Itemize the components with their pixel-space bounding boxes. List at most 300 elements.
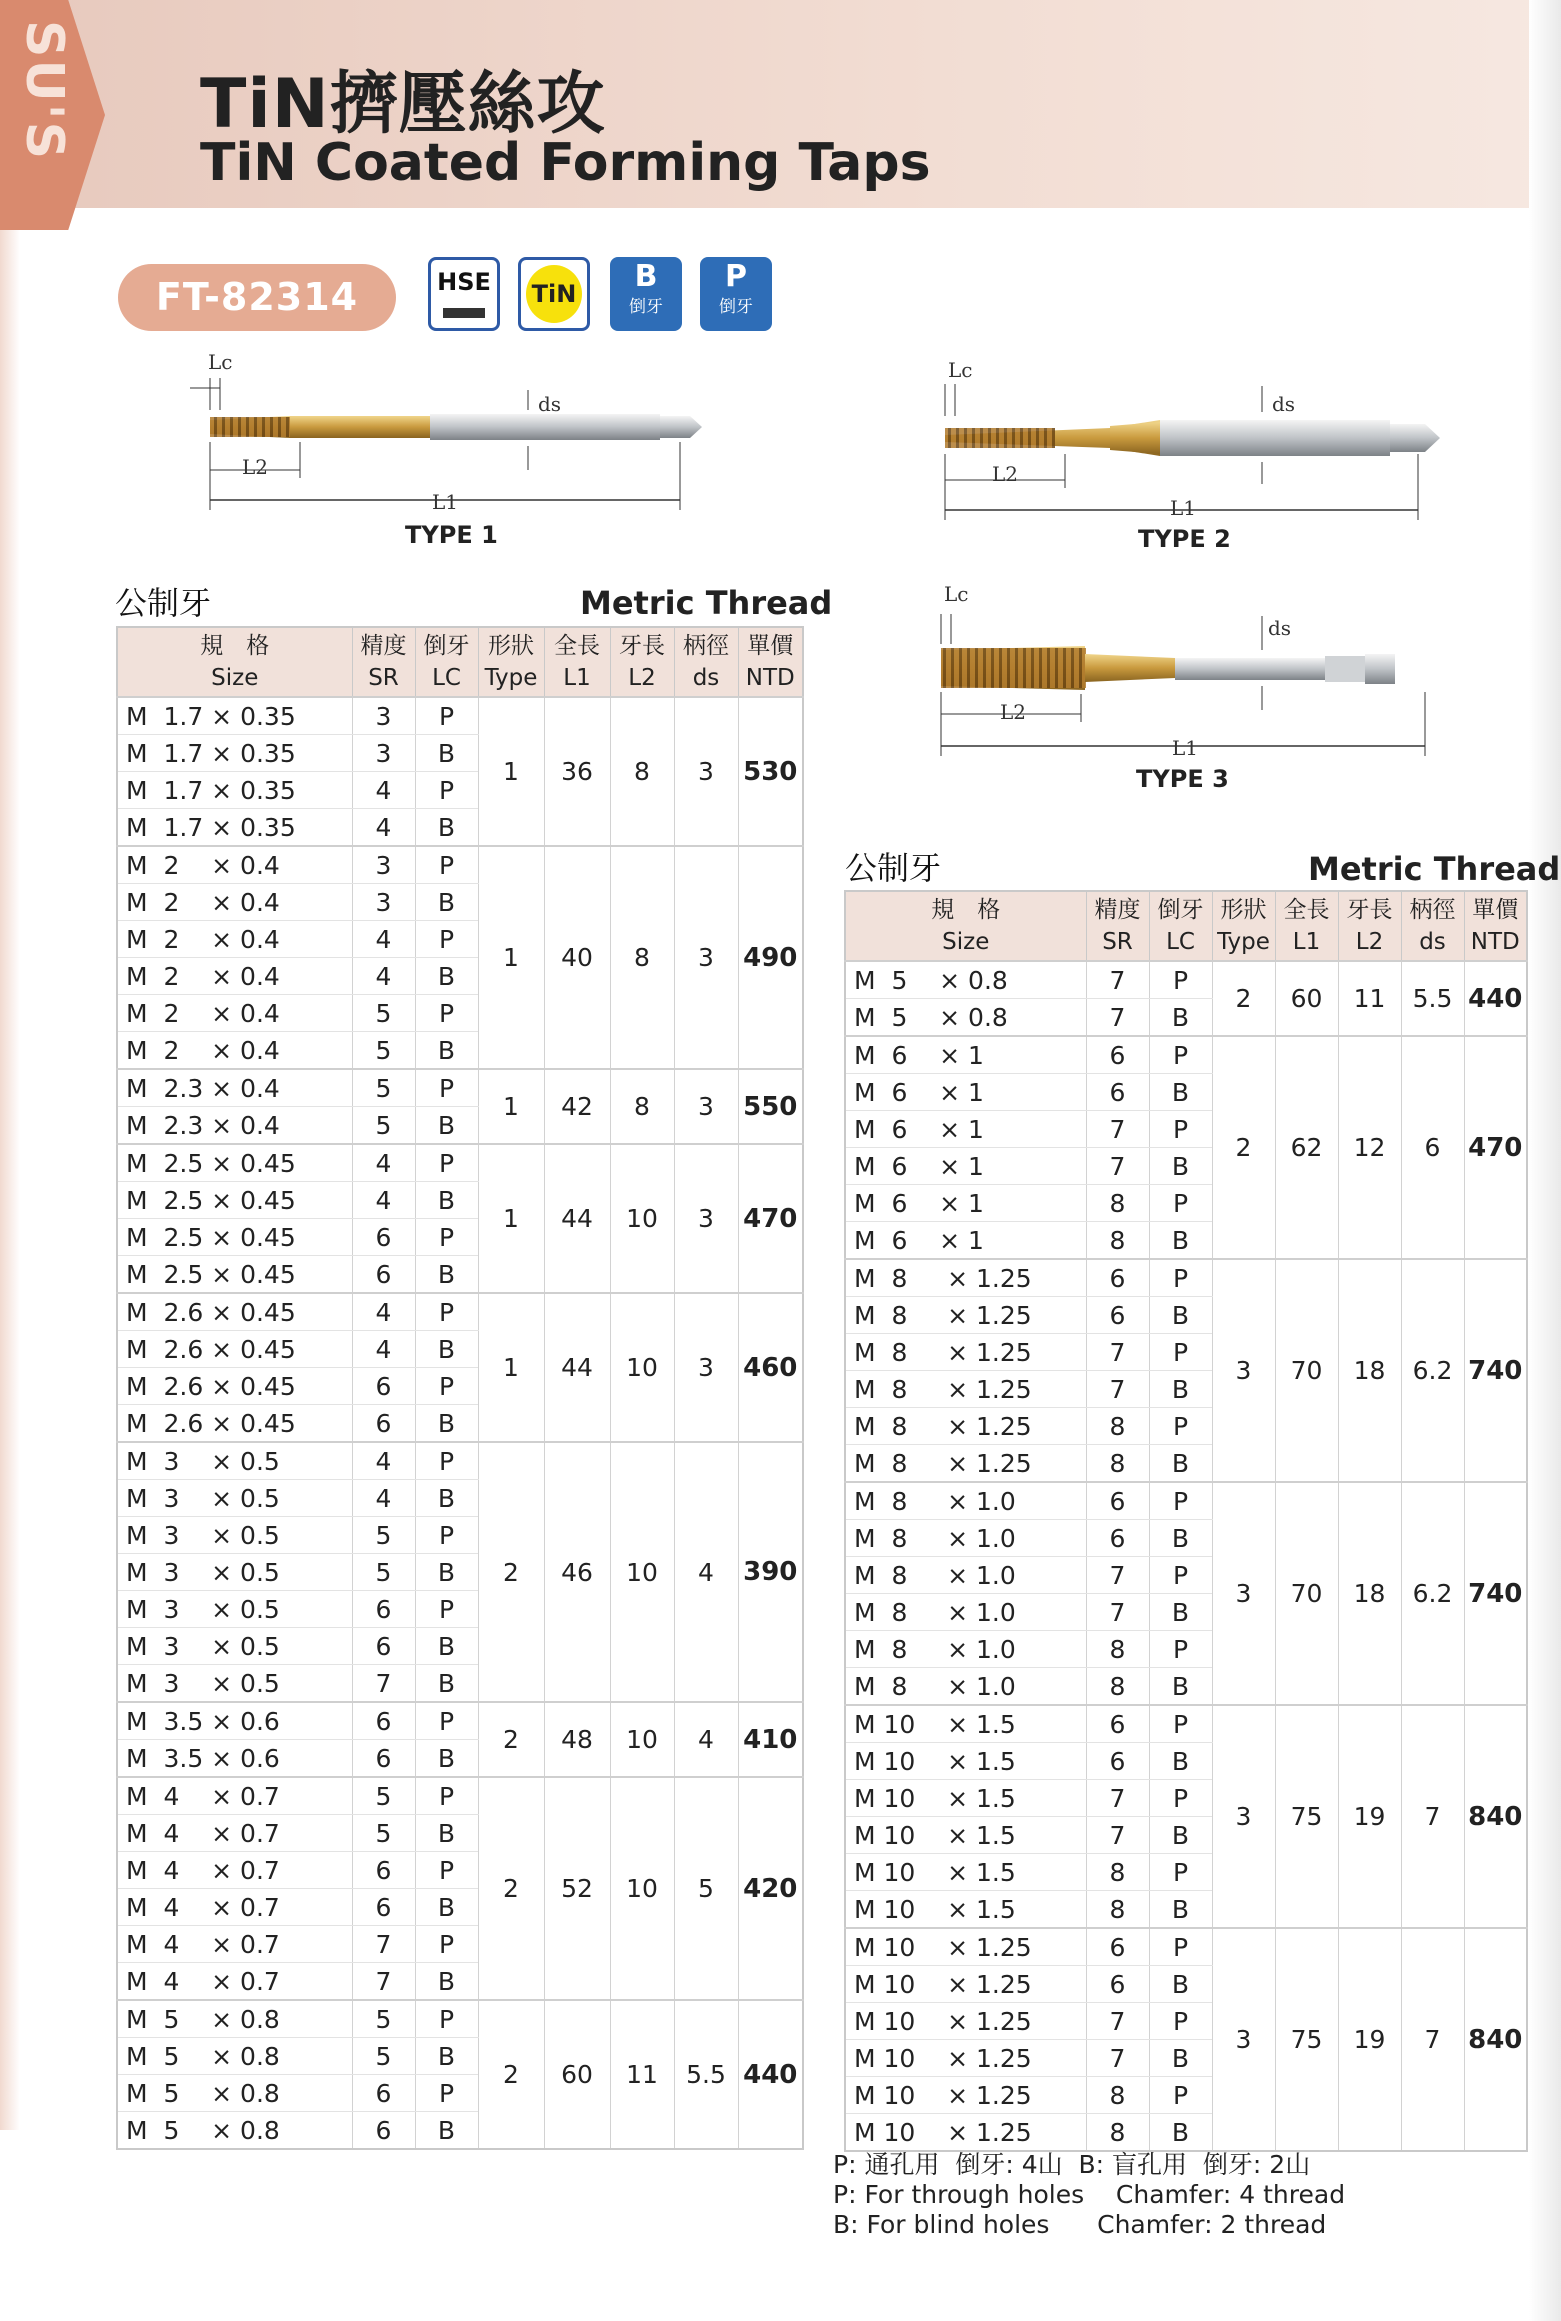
lc-cell: B	[415, 1032, 478, 1070]
lc-cell: P	[415, 1144, 478, 1182]
l1-cell: 52	[544, 1777, 610, 2000]
lc-cell: P	[1149, 1631, 1212, 1668]
size-cell: M 2 × 0.4	[117, 1032, 352, 1070]
sr-cell: 6	[352, 1405, 415, 1443]
ds-cell: 7	[1401, 1928, 1464, 2151]
page-edge-left	[0, 230, 20, 2130]
ds-cell: 3	[674, 697, 738, 846]
ds-cell: 4	[674, 1442, 738, 1702]
lc-cell: B	[1149, 999, 1212, 1037]
column-header-en: LC	[432, 665, 461, 691]
size-cell: M 10 × 1.25	[845, 2114, 1086, 2152]
size-cell: M 6 × 1	[845, 1222, 1086, 1260]
lc-cell: B	[415, 1963, 478, 2001]
column-header	[1401, 891, 1464, 961]
column-header	[1086, 891, 1149, 961]
type-cell: 2	[478, 2000, 544, 2149]
size-cell: M 8 × 1.25	[845, 1334, 1086, 1371]
column-header	[610, 627, 674, 697]
page-title-zh: TiN擠壓絲攻	[200, 65, 606, 144]
size-cell: M 8 × 1.25	[845, 1371, 1086, 1408]
size-cell: M 5 × 0.8	[117, 2000, 352, 2038]
lc-cell: B	[1149, 1743, 1212, 1780]
sr-cell: 8	[1086, 2077, 1149, 2114]
sr-cell: 6	[352, 1591, 415, 1628]
l2-cell: 10	[610, 1442, 674, 1702]
sr-cell: 6	[352, 2075, 415, 2112]
sr-cell: 8	[1086, 1408, 1149, 1445]
sr-cell: 5	[352, 995, 415, 1032]
price-cell: 440	[738, 2000, 803, 2149]
column-header-zh: 倒牙	[1157, 897, 1204, 923]
lc-cell: P	[1149, 1482, 1212, 1520]
size-cell: M 4 × 0.7	[117, 1852, 352, 1889]
size-cell: M 10 × 1.25	[845, 1966, 1086, 2003]
size-cell: M 4 × 0.7	[117, 1889, 352, 1926]
table-row	[117, 1144, 803, 1182]
size-cell: M 1.7 × 0.35	[117, 735, 352, 772]
page-edge-right	[1529, 0, 1561, 2321]
size-cell: M 1.7 × 0.35	[117, 809, 352, 847]
sr-cell: 7	[1086, 1371, 1149, 1408]
ds-cell: 3	[674, 1144, 738, 1293]
size-cell: M 10 × 1.25	[845, 2077, 1086, 2114]
lc-cell: P	[415, 1368, 478, 1405]
column-header-zh: 單價	[1472, 897, 1519, 923]
sr-cell: 6	[1086, 1036, 1149, 1074]
l1-cell: 42	[544, 1069, 610, 1144]
table-row	[117, 1777, 803, 1815]
lc-cell: B	[1149, 1445, 1212, 1483]
lc-cell: B	[1149, 1297, 1212, 1334]
sr-cell: 6	[1086, 1074, 1149, 1111]
ds-cell: 4	[674, 1702, 738, 1777]
left-section-title-en: Metric Thread	[580, 584, 833, 622]
price-cell: 420	[738, 1777, 803, 2000]
type-cell: 3	[1212, 1259, 1275, 1482]
lc-cell: P	[1149, 1557, 1212, 1594]
column-header	[117, 627, 352, 697]
lc-cell: P	[1149, 1854, 1212, 1891]
l1-cell: 70	[1275, 1259, 1338, 1482]
sr-cell: 7	[352, 1926, 415, 1963]
type-cell: 2	[478, 1777, 544, 2000]
lc-cell: P	[415, 1777, 478, 1815]
ds-cell: 3	[674, 1069, 738, 1144]
size-cell: M 8 × 1.0	[845, 1631, 1086, 1668]
sr-cell: 6	[352, 1219, 415, 1256]
size-cell: M 8 × 1.25	[845, 1259, 1086, 1297]
sr-cell: 6	[352, 1628, 415, 1665]
table-row	[117, 1702, 803, 1740]
sr-cell: 6	[1086, 1966, 1149, 2003]
type-cell: 1	[478, 1069, 544, 1144]
l2-cell: 8	[610, 697, 674, 846]
size-cell: M 8 × 1.25	[845, 1445, 1086, 1483]
sr-cell: 4	[352, 1144, 415, 1182]
l2-cell: 8	[610, 1069, 674, 1144]
size-cell: M 2 × 0.4	[117, 921, 352, 958]
lc-cell: P	[1149, 2003, 1212, 2040]
table-row	[845, 1928, 1527, 1966]
column-header	[544, 627, 610, 697]
l2-cell: 11	[610, 2000, 674, 2149]
size-cell: M 10 × 1.5	[845, 1705, 1086, 1743]
note-line: P: 通孔用 倒牙: 4山 B: 盲孔用 倒牙: 2山	[833, 2150, 1311, 2179]
sr-cell: 5	[352, 1032, 415, 1070]
size-cell: M 2.3 × 0.4	[117, 1107, 352, 1145]
price-cell: 740	[1464, 1259, 1527, 1482]
sr-cell: 6	[352, 1852, 415, 1889]
size-cell: M 8 × 1.0	[845, 1482, 1086, 1520]
lc-cell: B	[415, 2112, 478, 2150]
size-cell: M 3 × 0.5	[117, 1591, 352, 1628]
lc-cell: B	[415, 1331, 478, 1368]
column-header	[352, 627, 415, 697]
size-cell: M 2.6 × 0.45	[117, 1368, 352, 1405]
size-cell: M 10 × 1.5	[845, 1817, 1086, 1854]
sr-cell: 7	[1086, 1111, 1149, 1148]
l2-cell: 18	[1338, 1482, 1401, 1705]
size-cell: M 8 × 1.25	[845, 1297, 1086, 1334]
size-cell: M 10 × 1.25	[845, 1928, 1086, 1966]
lc-cell: B	[1149, 1074, 1212, 1111]
size-cell: M 2.6 × 0.45	[117, 1331, 352, 1368]
sr-cell: 6	[1086, 1928, 1149, 1966]
right-section-title-zh: 公制牙	[845, 849, 942, 887]
size-cell: M 8 × 1.0	[845, 1557, 1086, 1594]
size-cell: M 6 × 1	[845, 1036, 1086, 1074]
lc-cell: B	[415, 1815, 478, 1852]
lc-cell: B	[415, 1554, 478, 1591]
size-cell: M 2 × 0.4	[117, 846, 352, 884]
type-cell: 3	[1212, 1482, 1275, 1705]
lc-cell: P	[415, 995, 478, 1032]
type-cell: 2	[1212, 1036, 1275, 1259]
lc-cell: B	[415, 1480, 478, 1517]
type1-l1-label: L1	[432, 490, 459, 514]
price-cell: 740	[1464, 1482, 1527, 1705]
sr-cell: 6	[1086, 1520, 1149, 1557]
ds-cell: 5	[674, 1777, 738, 2000]
tin-coating-icon: TiN	[518, 257, 590, 331]
sr-cell: 3	[352, 735, 415, 772]
table-row	[117, 1069, 803, 1107]
size-cell: M 2 × 0.4	[117, 958, 352, 995]
size-cell: M 1.7 × 0.35	[117, 697, 352, 735]
lc-cell: P	[1149, 1705, 1212, 1743]
l2-cell: 10	[610, 1144, 674, 1293]
type2-ds-label: ds	[1272, 392, 1296, 416]
table-row	[845, 961, 1527, 999]
column-header-zh: 牙長	[619, 633, 665, 659]
column-header-en: ds	[692, 665, 720, 691]
size-cell: M 10 × 1.25	[845, 2003, 1086, 2040]
size-cell: M 8 × 1.0	[845, 1594, 1086, 1631]
sr-cell: 4	[352, 1442, 415, 1480]
lc-cell: B	[415, 1740, 478, 1778]
lc-cell: B	[415, 1889, 478, 1926]
sr-cell: 6	[352, 1740, 415, 1778]
sr-cell: 4	[352, 1293, 415, 1331]
size-cell: M 6 × 1	[845, 1111, 1086, 1148]
column-header-zh: 倒牙	[423, 633, 470, 659]
column-header	[845, 891, 1086, 961]
l1-cell: 70	[1275, 1482, 1338, 1705]
type2-tap-drawing	[940, 380, 1460, 530]
lc-cell: P	[415, 2000, 478, 2038]
note-line: P: For through holes Chamfer: 4 thread	[833, 2180, 1346, 2209]
l2-cell: 19	[1338, 1928, 1401, 2151]
sr-cell: 4	[352, 809, 415, 847]
table-row	[845, 1705, 1527, 1743]
size-cell: M 4 × 0.7	[117, 1777, 352, 1815]
lc-cell: P	[415, 1442, 478, 1480]
sr-cell: 4	[352, 921, 415, 958]
hse-icon: HSE	[428, 257, 500, 331]
type-cell: 1	[478, 697, 544, 846]
column-header-en: Type	[484, 665, 538, 691]
sr-cell: 6	[1086, 1297, 1149, 1334]
sr-cell: 7	[352, 1665, 415, 1703]
lc-cell: P	[1149, 1334, 1212, 1371]
lc-cell: P	[415, 1702, 478, 1740]
l1-cell: 62	[1275, 1036, 1338, 1259]
sr-cell: 8	[1086, 1668, 1149, 1706]
size-cell: M 2.5 × 0.45	[117, 1256, 352, 1294]
b-chamfer-icon: B 倒牙	[610, 257, 682, 331]
lc-cell: P	[1149, 1259, 1212, 1297]
size-cell: M 3 × 0.5	[117, 1665, 352, 1703]
right-section-title-en: Metric Thread	[1308, 850, 1561, 888]
right-spec-table	[844, 890, 1528, 2152]
size-cell: M 6 × 1	[845, 1185, 1086, 1222]
sr-cell: 5	[352, 1815, 415, 1852]
column-header	[738, 627, 803, 697]
sr-cell: 5	[352, 1554, 415, 1591]
lc-cell: P	[415, 1852, 478, 1889]
lc-cell: P	[1149, 961, 1212, 999]
size-cell: M 6 × 1	[845, 1074, 1086, 1111]
column-header	[1464, 891, 1527, 961]
sr-cell: 6	[1086, 1743, 1149, 1780]
l2-cell: 18	[1338, 1259, 1401, 1482]
l1-cell: 60	[544, 2000, 610, 2149]
lc-cell: P	[415, 921, 478, 958]
l1-cell: 48	[544, 1702, 610, 1777]
sr-cell: 7	[1086, 961, 1149, 999]
column-header-zh: 柄徑	[683, 633, 729, 659]
size-cell: M 5 × 0.8	[117, 2112, 352, 2150]
table-row	[845, 1482, 1527, 1520]
type-cell: 2	[478, 1442, 544, 1702]
lc-cell: P	[415, 697, 478, 735]
sr-cell: 5	[352, 1069, 415, 1107]
price-cell: 470	[1464, 1036, 1527, 1259]
lc-cell: B	[415, 1628, 478, 1665]
sr-cell: 4	[352, 1331, 415, 1368]
table-row	[845, 1036, 1527, 1074]
size-cell: M 10 × 1.5	[845, 1780, 1086, 1817]
sr-cell: 5	[352, 1517, 415, 1554]
column-header-en: Size	[211, 665, 259, 691]
sr-cell: 8	[1086, 1222, 1149, 1260]
sr-cell: 6	[352, 2112, 415, 2150]
l1-cell: 75	[1275, 1928, 1338, 2151]
price-cell: 840	[1464, 1928, 1527, 2151]
size-cell: M 5 × 0.8	[117, 2038, 352, 2075]
l2-cell: 12	[1338, 1036, 1401, 1259]
sr-cell: 7	[1086, 1148, 1149, 1185]
l1-cell: 40	[544, 846, 610, 1069]
column-header	[478, 627, 544, 697]
lc-cell: B	[415, 1182, 478, 1219]
lc-cell: B	[415, 1107, 478, 1145]
price-cell: 390	[738, 1442, 803, 1702]
sr-cell: 6	[352, 1368, 415, 1405]
table-row	[117, 1442, 803, 1480]
column-header	[1149, 891, 1212, 961]
lc-cell: B	[1149, 1520, 1212, 1557]
lc-cell: B	[1149, 1891, 1212, 1929]
size-cell: M 10 × 1.25	[845, 2040, 1086, 2077]
table-row	[117, 1293, 803, 1331]
sr-cell: 5	[352, 1777, 415, 1815]
size-cell: M 4 × 0.7	[117, 1926, 352, 1963]
type-cell: 2	[478, 1702, 544, 1777]
size-cell: M 3 × 0.5	[117, 1480, 352, 1517]
left-section-title-zh: 公制牙	[115, 584, 212, 622]
price-cell: 410	[738, 1702, 803, 1777]
column-header-zh: 規 格	[931, 897, 1001, 923]
sr-cell: 8	[1086, 1445, 1149, 1483]
lc-cell: B	[1149, 1817, 1212, 1854]
lc-cell: P	[1149, 1928, 1212, 1966]
column-header-en: SR	[368, 665, 399, 691]
l2-cell: 10	[610, 1293, 674, 1442]
type1-lc-label: Lc	[208, 350, 233, 374]
lc-cell: B	[1149, 2040, 1212, 2077]
sr-cell: 7	[1086, 1334, 1149, 1371]
l2-cell: 10	[610, 1702, 674, 1777]
page-title-en: TiN Coated Forming Taps	[200, 133, 931, 193]
sr-cell: 5	[352, 2038, 415, 2075]
lc-cell: B	[1149, 1371, 1212, 1408]
table-row	[117, 697, 803, 735]
column-header-zh: 全長	[1283, 897, 1330, 923]
lc-cell: P	[1149, 1408, 1212, 1445]
column-header-zh: 全長	[554, 633, 600, 659]
sr-cell: 7	[1086, 1557, 1149, 1594]
p-chamfer-icon: P 倒牙	[700, 257, 772, 331]
size-cell: M 2.5 × 0.45	[117, 1219, 352, 1256]
size-cell: M 2.5 × 0.45	[117, 1144, 352, 1182]
type1-ds-label: ds	[538, 392, 562, 416]
table-row	[845, 1259, 1527, 1297]
sr-cell: 4	[352, 772, 415, 809]
type2-label: TYPE 2	[1138, 525, 1231, 553]
column-header-en: L2	[1355, 929, 1384, 955]
ds-cell: 3	[674, 846, 738, 1069]
type2-lc-label: Lc	[948, 358, 973, 382]
lc-cell: P	[415, 1293, 478, 1331]
size-cell: M 5 × 0.8	[845, 961, 1086, 999]
size-cell: M 8 × 1.0	[845, 1520, 1086, 1557]
type-cell: 1	[478, 1144, 544, 1293]
ds-cell: 6.2	[1401, 1259, 1464, 1482]
column-header-zh: 規 格	[200, 633, 270, 659]
lc-cell: P	[415, 1517, 478, 1554]
type3-l2-label: L2	[1000, 700, 1027, 724]
type3-ds-label: ds	[1268, 616, 1292, 640]
lc-cell: P	[415, 1926, 478, 1963]
size-cell: M 2.3 × 0.4	[117, 1069, 352, 1107]
lc-cell: P	[1149, 1036, 1212, 1074]
type2-l2-label: L2	[992, 462, 1019, 486]
type3-lc-label: Lc	[944, 582, 969, 606]
ds-cell: 5.5	[674, 2000, 738, 2149]
sr-cell: 5	[352, 2000, 415, 2038]
size-cell: M 2 × 0.4	[117, 884, 352, 921]
sr-cell: 7	[1086, 1594, 1149, 1631]
size-cell: M 8 × 1.0	[845, 1668, 1086, 1706]
size-cell: M 3 × 0.5	[117, 1554, 352, 1591]
price-cell: 470	[738, 1144, 803, 1293]
ds-cell: 7	[1401, 1705, 1464, 1928]
size-cell: M 10 × 1.5	[845, 1743, 1086, 1780]
lc-cell: P	[1149, 1780, 1212, 1817]
sr-cell: 7	[1086, 999, 1149, 1037]
type1-label: TYPE 1	[405, 521, 498, 549]
column-header-zh: 精度	[360, 633, 407, 659]
table-row	[117, 2000, 803, 2038]
sr-cell: 7	[1086, 2003, 1149, 2040]
size-cell: M 3.5 × 0.6	[117, 1740, 352, 1778]
size-cell: M 2.6 × 0.45	[117, 1405, 352, 1443]
l2-cell: 11	[1338, 961, 1401, 1036]
lc-cell: P	[415, 1219, 478, 1256]
sr-cell: 8	[1086, 1185, 1149, 1222]
type-cell: 2	[1212, 961, 1275, 1036]
column-header-en: NTD	[1470, 929, 1520, 955]
size-cell: M 5 × 0.8	[117, 2075, 352, 2112]
column-header-en: NTD	[745, 665, 795, 691]
l2-cell: 10	[610, 1777, 674, 2000]
sr-cell: 7	[1086, 1817, 1149, 1854]
column-header-en: Type	[1217, 929, 1270, 955]
lc-cell: B	[1149, 1148, 1212, 1185]
l1-cell: 75	[1275, 1705, 1338, 1928]
sr-cell: 5	[352, 1107, 415, 1145]
lc-cell: B	[1149, 1668, 1212, 1706]
lc-cell: B	[415, 1665, 478, 1703]
price-cell: 490	[738, 846, 803, 1069]
column-header	[1275, 891, 1338, 961]
size-cell: M 8 × 1.25	[845, 1408, 1086, 1445]
footnotes	[833, 2150, 1345, 2240]
size-cell: M 3 × 0.5	[117, 1517, 352, 1554]
sr-cell: 7	[352, 1963, 415, 2001]
size-cell: M 2.6 × 0.45	[117, 1293, 352, 1331]
sr-cell: 4	[352, 958, 415, 995]
lc-cell: P	[415, 1069, 478, 1107]
sr-cell: 7	[1086, 2040, 1149, 2077]
size-cell: M 3.5 × 0.6	[117, 1702, 352, 1740]
lc-cell: B	[1149, 1222, 1212, 1260]
type-cell: 1	[478, 1293, 544, 1442]
price-cell: 840	[1464, 1705, 1527, 1928]
size-cell: M 10 × 1.5	[845, 1891, 1086, 1929]
